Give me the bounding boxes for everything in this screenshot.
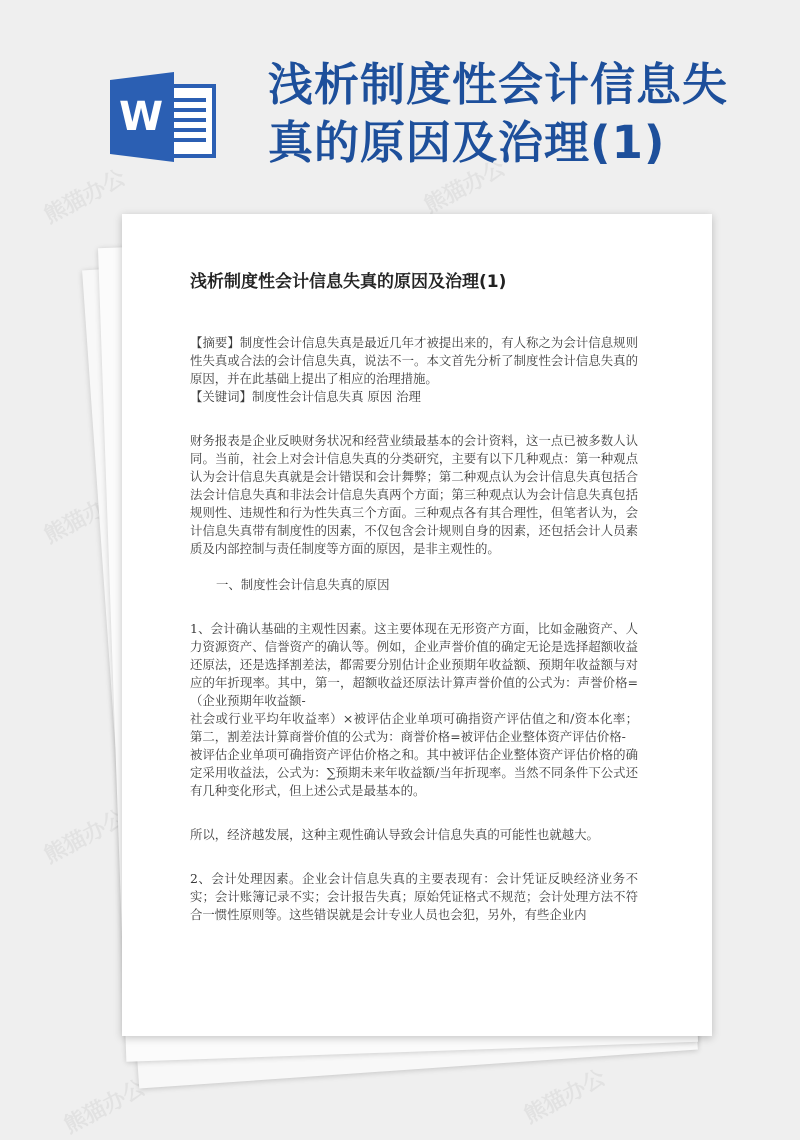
- word-document-icon: [108, 72, 218, 162]
- banner-title: [268, 56, 778, 172]
- conclusion-paragraph: 所以，经济越发展，这种主观性确认导致会计信息失真的可能性也就越大。: [190, 827, 599, 842]
- formula-paragraph: 社会或行业平均年收益率）×被评估企业单项可确指资产评估值之和/资本化率；第二，割差法计算商誉价值的公式为：商誉价格=被评估企业整体资产评估价格-: [190, 711, 638, 744]
- document-title: 浅析制度性会计信息失真的原因及治理(1): [190, 272, 507, 292]
- watermark: 熊猫办公: [40, 805, 130, 869]
- point-paragraph: 1、会计确认基础的主观性因素。这主要体现在无形资产方面，比如金融资产、人力资源资产、信誉资产的确认等。例如，企业声誉价值的确定无论是选择超额收益还原法，还是选择割差法，都需要分别估计企业预期年收益额、预期年收益额与对应的年折现率。其中，第一，超额收益还原法计算声誉价值的公式为：声誉价格=（企业预期年收益额-: [190, 621, 638, 708]
- banner-title-line1: 浅析制度性会计信息失: [268, 58, 729, 111]
- formula-paragraph: 被评估企业单项可确指资产评估价格之和。其中被评估企业整体资产评估价格的确定采用收益法，公式为：∑预期未来年收益额/当年折现率。当然不同条件下公式还有几种变化形式，但上述公式是最基本的。: [190, 747, 638, 798]
- watermark: 熊猫办公: [40, 165, 130, 229]
- keywords-paragraph: 【关键词】制度性会计信息失真 原因 治理: [190, 389, 421, 404]
- section-heading: 一、制度性会计信息失真的原因: [216, 577, 390, 592]
- abstract-paragraph: 【摘要】制度性会计信息失真是最近几年才被提出来的，有人称之为会计信息规则性失真或合法的会计信息失真，说法不一。本文首先分析了制度性会计信息失真的原因，并在此基础上提出了相应的治理措施。: [190, 335, 638, 386]
- intro-paragraph: 财务报表是企业反映财务状况和经营业绩最基本的会计资料，这一点已被多数人认同。当前，社会上对会计信息失真的分类研究，主要有以下几种观点：第一种观点认为会计信息失真就是会计错误和会计舞弊；第二种观点认为会计信息失真包括合法会计信息失真和非法会计信息失真两个方面；第三种观点认为会计信息失真包括规则性、违规性和行为性失真三个方面。三种观点各有其合理性，但笔者认为，会计信息失真带有制度性的因素，不仅包含会计规则自身的因素，还包括会计人员素质及内部控制与责任制度等方面的原因，是非主观性的。: [190, 433, 638, 556]
- watermark: 熊猫办公: [420, 155, 510, 219]
- watermark: 熊猫办公: [40, 485, 130, 549]
- point-paragraph: 2、会计处理因素。企业会计信息失真的主要表现有：会计凭证反映经济业务不实；会计账簿记录不实；会计报告失真；原始凭证格式不规范；会计处理方法不符合一惯性原则等。这些错误就是会计专业人员也会犯，另外，有些企业内: [190, 871, 638, 922]
- logo-letter: W: [118, 94, 164, 140]
- banner-title-line2: 真的原因及治理(1): [268, 116, 666, 169]
- document-body: [190, 270, 638, 924]
- watermark: 熊猫办公: [60, 1075, 150, 1139]
- watermark: 熊猫办公: [520, 1065, 610, 1129]
